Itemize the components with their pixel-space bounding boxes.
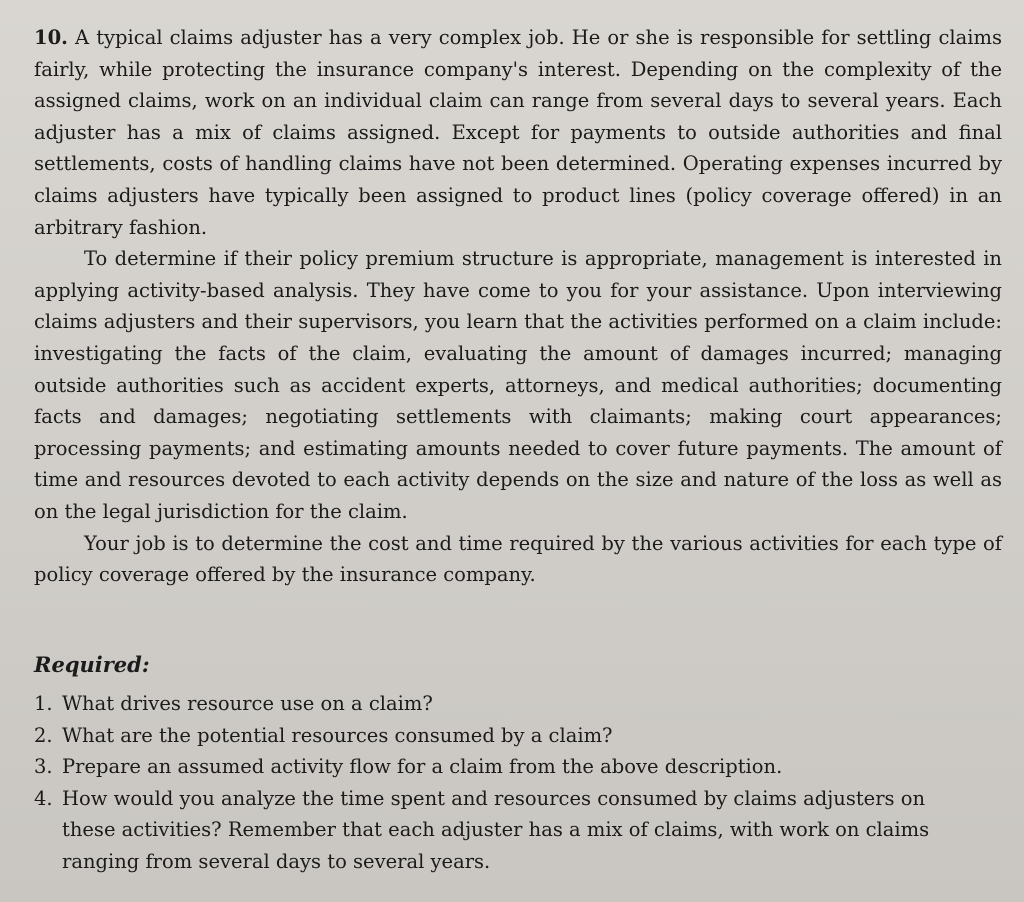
problem-paragraph-1-text: A typical claims adjuster has a very complex job. He or she is responsible for settling claims fairly, while protecting the insurance company's interest. Depending on the complexity of the assigned claims, work on an individual claim can range from several days to several years. Each adjuster has a mix of claims assigned. Except for payments to outside authorities and final settlements, costs of handling claims have not been determined. Operating expenses incurred by claims adjusters have typically been assigned to product lines (policy coverage offered) in an arbitrary fashion. (34, 26, 1002, 239)
problem-paragraph-1 (34, 22, 1002, 243)
problem-number: 10. (34, 26, 68, 49)
required-item-number: 2. (34, 723, 53, 747)
required-item-number: 1. (34, 692, 53, 715)
required-item-text: Prepare an assumed activity flow for a claim from the above description. (62, 755, 783, 779)
required-item-1 (34, 688, 974, 720)
required-item-text: How would you analyze the time spent and resources consumed by claims adjusters on these activities? Remember that each adjuster has a mix of claims, with work on claims ranging from several days to several years. (62, 786, 930, 873)
problem-paragraph-2: To determine if their policy premium structure is appropriate, management is interested in applying activity-based analysis. They have come to you for your assistance. Upon interviewing claims adjusters and their supervisors, you learn that the activities performed on a claim include: investigating the facts of the claim, evaluating the amount of damages incurred; managing outside authorities such as accident experts, attorneys, and medical authorities; documenting facts and damages; negotiating settlements with claimants; making court appearances; processing payments; and estimating amounts needed to cover future payments. The amount of time and resources devoted to each activity depends on the size and nature of the loss as well as on the legal jurisdiction for the claim. (34, 247, 1002, 523)
required-list (34, 688, 974, 878)
required-item-3 (34, 751, 974, 783)
required-item-number: 3. (34, 755, 53, 779)
problem-10 (34, 22, 1002, 591)
required-item-text: What drives resource use on a claim? (62, 692, 433, 715)
required-item-number: 4. (34, 786, 53, 810)
required-item-2 (34, 720, 974, 752)
required-item-4 (34, 783, 974, 878)
required-item-text: What are the potential resources consumed by a claim? (62, 723, 613, 747)
required-heading: Required: (34, 652, 150, 677)
problem-paragraph-3: Your job is to determine the cost and time required by the various activities for each type of policy coverage offered by the insurance company. (34, 531, 1002, 587)
